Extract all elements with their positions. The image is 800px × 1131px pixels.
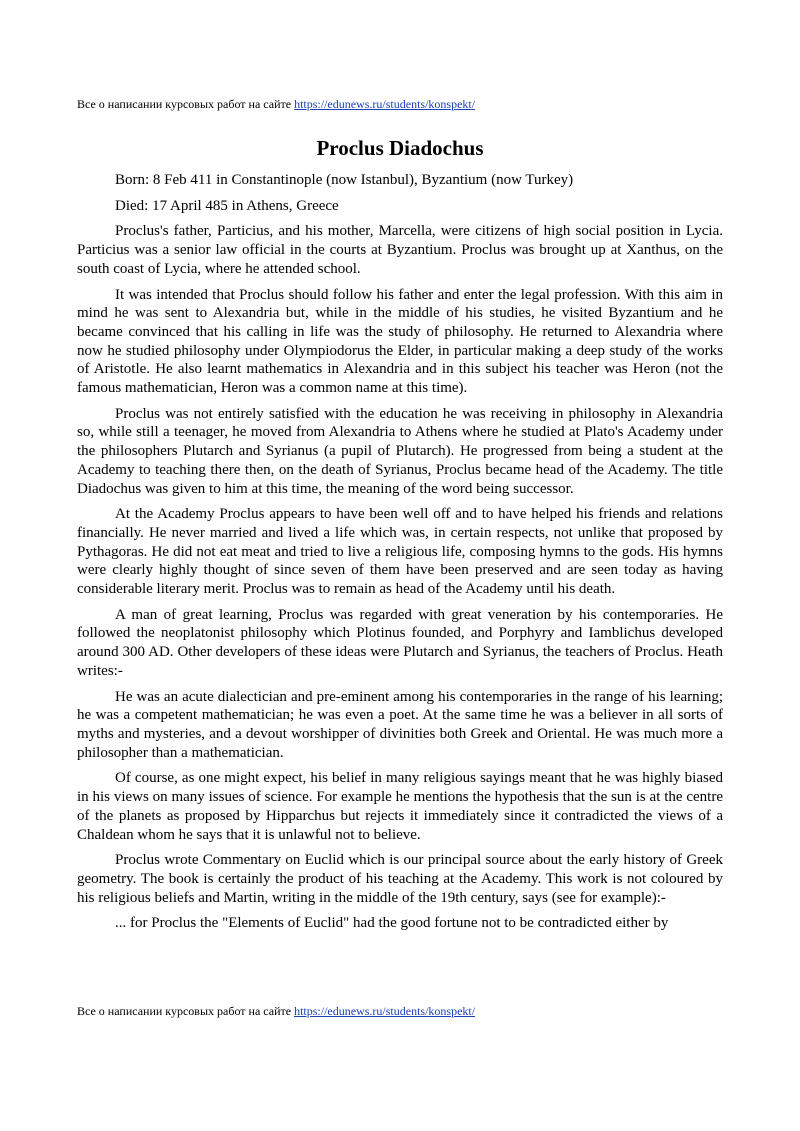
article-body <box>77 133 723 940</box>
born-line: Born: 8 Feb 411 in Constantinople (now Istanbul), Byzantium (now Turkey) <box>115 172 574 188</box>
page-footer <box>77 1004 475 1018</box>
article-title: Proclus Diadochus <box>316 136 484 160</box>
quote-paragraph: ... for Proclus the "Elements of Euclid" had the good fortune not to be contradicted either by <box>115 915 669 932</box>
page-header <box>77 97 475 111</box>
quote-paragraph: He was an acute dialectician and pre-eminent among his contemporaries in the range of his learning; he was a competent mathematician; he was even a poet. At the same time he was a believer in all sorts of myths and mysteries, and a devout worshipper of divinities both Greek and Oriental. He was much more a philosopher than a mathematician. <box>77 688 723 761</box>
paragraph: Proclus wrote Commentary on Euclid which is our principal source about the early history of Greek geometry. The book is certainly the product of his teaching at the Academy. This work is not coloured by his religious beliefs and Martin, writing in the middle of the 19th century, says (see for example):- <box>77 852 723 906</box>
died-line: Died: 17 April 485 in Athens, Greece <box>115 197 339 214</box>
paragraph: A man of great learning, Proclus was regarded with great veneration by his contemporaries. He followed the neoplatonist philosophy which Plotinus founded, and Porphyry and Iamblichus developed around 300 AD. Other developers of these ideas were Plutarch and Syrianus, the teachers of Proclus. Heath writes:- <box>77 606 723 679</box>
footer-text: Все о написании курсовых работ на сайте <box>77 1004 292 1018</box>
header-text: Все о написании курсовых работ на сайте <box>77 97 292 111</box>
header-link[interactable]: https://edunews.ru/students/konspekt/ <box>294 97 476 111</box>
paragraph: Of course, as one might expect, his belief in many religious sayings meant that he was highly biased in his views on many issues of science. For example he mentions the hypothesis that the sun is at the centre of the planets as proposed by Hipparchus but rejects it immediately since it contradicted the views of a Chaldean whom he says that it is unlawful not to believe. <box>77 770 723 843</box>
footer-link[interactable]: https://edunews.ru/students/konspekt/ <box>294 1004 476 1018</box>
paragraph: Proclus was not entirely satisfied with the education he was receiving in philosophy in Alexandria so, while still a teenager, he moved from Alexandria to Athens where he studied at Plato's Academy under the philosophers Plutarch and Syrianus (a pupil of Plutarch). He progressed from being a student at the Academy to teaching there then, on the death of Syrianus, Proclus became head of the Academy. The title Diadochus was given to him at this time, the meaning of the word being successor. <box>77 405 723 497</box>
paragraph: At the Academy Proclus appears to have been well off and to have helped his friends and relations financially. He never married and lived a life which was, in certain respects, not unlike that proposed by Pythagoras. He did not eat meat and tried to live a religious life, composing hymns to the gods. His hymns were clearly highly thought of since seven of them have been preserved and are seen today as having considerable literary merit. Proclus was to remain as head of the Academy until his death. <box>77 506 723 598</box>
paragraph: Proclus's father, Particius, and his mother, Marcella, were citizens of high social position in Lycia. Particius was a senior law official in the courts at Byzantium. Proclus was brought up at Xanthus, on the south coast of Lycia, where he attended school. <box>77 223 723 277</box>
paragraph: It was intended that Proclus should follow his father and enter the legal profession. With this aim in mind he was sent to Alexandria but, while in the middle of his studies, he visited Byzantium and he became convinced that his calling in life was the study of philosophy. He returned to Alexandria where now he studied philosophy under Olympiodorus the Elder, in particular making a deep study of the works of Aristotle. He also learnt mathematics in Alexandria and in this subject his teacher was Heron (not the famous mathematician, Heron was a common name at this time). <box>77 286 723 397</box>
